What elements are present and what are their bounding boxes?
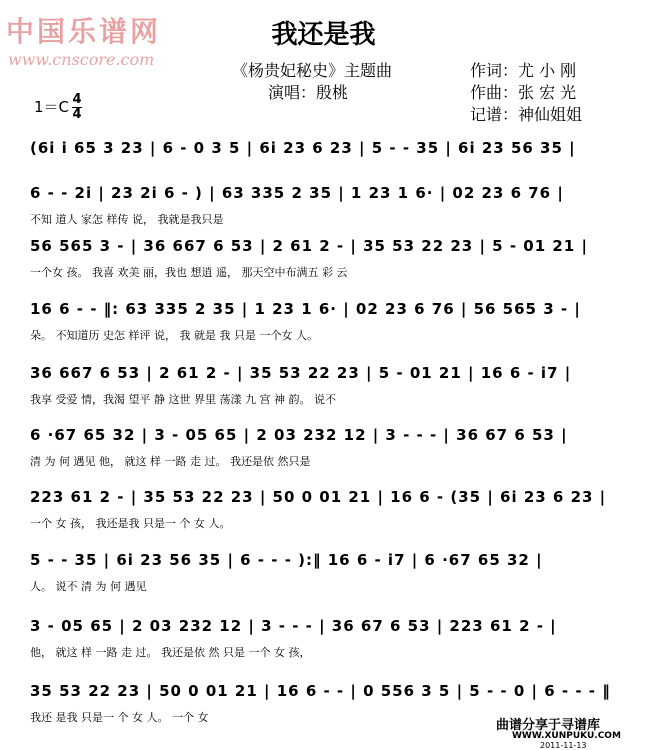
notation-line: 6 - - 2i | 23 2i 6 - ) | 63 335 2 35 | 1 23 1 6· | 02 23 6 76 | bbox=[30, 184, 564, 202]
time-numerator: 4 bbox=[72, 92, 82, 107]
notation-line: 6 ·67 65 32 | 3 - 05 65 | 2 03 232 12 | 3 - - - | 36 67 6 53 | bbox=[30, 426, 568, 444]
notation-line: 3 - 05 65 | 2 03 232 12 | 3 - - - | 36 67 6 53 | 223 61 2 - | bbox=[30, 617, 557, 635]
notation-line: 223 61 2 - | 35 53 22 23 | 50 0 01 21 | 16 6 - (35 | 6i 23 6 23 | bbox=[30, 488, 607, 506]
footer-date: 2011-11-13 bbox=[540, 741, 587, 750]
watermark-text: 中国乐谱网 bbox=[6, 15, 162, 48]
lyric-line: 他， 就这 样 一路 走 过。 我还是依 然 只是 一个 女 孩， bbox=[30, 646, 311, 659]
lyric-line: 清 为 何 遇见 他， 就这 样 一路 走 过。 我还是依 然只是 bbox=[30, 455, 311, 468]
watermark-url: www.cnscore.com bbox=[8, 50, 155, 69]
lyricist-credit: 作词：尤 小 刚 bbox=[470, 61, 577, 80]
singer-credit: 演唱：殷桃 bbox=[268, 83, 349, 102]
key-signature: 1＝C bbox=[34, 98, 70, 116]
lyric-line: 我还 是我 只是一 个 女 人。 一个 女 bbox=[30, 711, 209, 724]
lyric-line: 一个女 孩。 我喜 欢美 丽，我也 想逍 遥， 那天空中布满五 彩 云 bbox=[30, 266, 348, 279]
footer-site: 曲谱分享于寻谱库 bbox=[496, 718, 601, 733]
song-title: 我还是我 bbox=[271, 20, 376, 50]
transcriber-credit: 记谱：神仙姐姐 bbox=[470, 105, 583, 124]
notation-line: 16 6 - - ‖: 63 335 2 35 | 1 23 1 6· | 02 23 6 76 | 56 565 3 - | bbox=[30, 300, 581, 318]
lyric-line: 不知 道人 家怎 样传 说， 我就是我只是 bbox=[30, 213, 224, 226]
footer-url: WWW.XUNPUKU.COM bbox=[512, 731, 621, 741]
composer-credit: 作曲：张 宏 光 bbox=[470, 83, 577, 102]
lyric-line: 一个 女 孩， 我还是我 只是一 个 女 人。 bbox=[30, 517, 231, 530]
notation-line: 35 53 22 23 | 50 0 01 21 | 16 6 - - | 0 556 3 5 | 5 - - 0 | 6 - - - ‖ bbox=[30, 682, 611, 700]
notation-line: 5 - - 35 | 6i 23 56 35 | 6 - - - ):‖ 16 6 - i7 | 6 ·67 65 32 | bbox=[30, 551, 543, 569]
notation-line: 36 667 6 53 | 2 61 2 - | 35 53 22 23 | 5 - 01 21 | 16 6 - i7 | bbox=[30, 364, 572, 382]
notation-line: 56 565 3 - | 36 667 6 53 | 2 61 2 - | 35 53 22 23 | 5 - 01 21 | bbox=[30, 237, 588, 255]
notation-line: (6i i 65 3 23 | 6 - 0 3 5 | 6i 23 6 23 | 5 - - 35 | 6i 23 56 35 | bbox=[30, 139, 576, 157]
time-denominator: 4 bbox=[72, 107, 82, 122]
lyric-line: 我享 受爱 情，我渴 望平 静 这世 界里 荡漾 九 宫 神 韵。 说不 bbox=[30, 393, 336, 406]
lyric-line: 朵。 不知道历 史怎 样评 说， 我 就是 我 只是 一个女 人。 bbox=[30, 329, 318, 342]
song-subtitle: 《杨贵妃秘史》主题曲 bbox=[232, 61, 393, 80]
lyric-line: 人。 说不 清 为 何 遇见 bbox=[30, 580, 147, 593]
time-signature bbox=[72, 93, 82, 122]
